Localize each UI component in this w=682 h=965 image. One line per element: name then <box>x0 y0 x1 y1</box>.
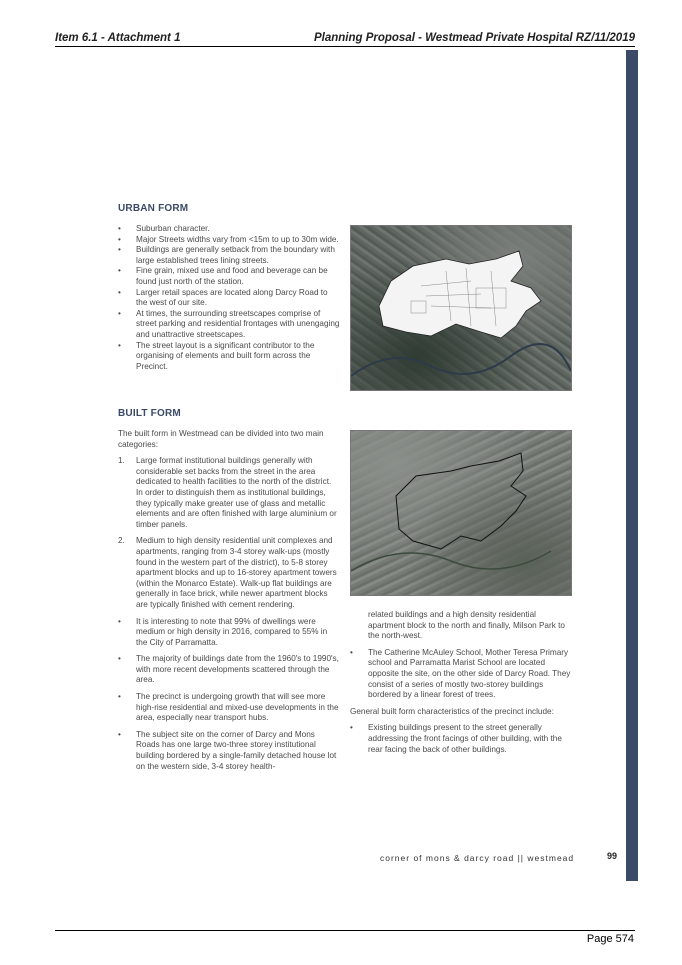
list-item: • Fine grain, mixed use and food and beverage can be found just north of the station. <box>118 266 340 287</box>
list-item: • Larger retail spaces are located along Darcy Road to the west of our site. <box>118 288 340 309</box>
document-tagline: corner of mons & darcy road || westmead <box>380 853 575 863</box>
built-form-intro: The built form in Westmead can be divided into two main categories: <box>118 429 324 449</box>
built-form-heading: BUILT FORM <box>118 408 181 419</box>
general-characteristics-intro: General built form characteristics of the precinct include: <box>350 706 554 716</box>
attachment-label: Item 6.1 - Attachment 1 <box>55 32 181 44</box>
page-label: Page 574 <box>586 933 634 945</box>
numbered-item <box>118 536 340 610</box>
document-page-number: 99 <box>607 851 618 861</box>
list-item: • It is interesting to note that 99% of dwellings were medium or high density in 2016, compared to 55% in the City of Parramatta. <box>118 617 340 649</box>
list-item: • The precinct is undergoing growth that will see more high-rise residential and mixed-use developments in the area, especially near transport hubs. <box>118 692 340 724</box>
accent-sidebar-bar <box>626 50 638 881</box>
site-outline-shape <box>379 251 541 338</box>
urban-form-bullets <box>118 224 340 372</box>
list-item: • Existing buildings present to the street generally addressing the front facings of other building, with the rear facing the back of other buildings. <box>350 723 572 755</box>
list-item: • At times, the surrounding streetscapes comprise of street parking and residential frontages with unengaging and unattractive streetscapes. <box>118 309 340 341</box>
built-form-bullets <box>118 617 340 773</box>
footer-rule <box>55 930 635 931</box>
item-number: 1. <box>118 456 125 466</box>
urban-form-heading: URBAN FORM <box>118 203 189 214</box>
list-item: • The Catherine McAuley School, Mother Teresa Primary school and Parramatta Marist School are located opposite the site, on the other side of Darcy Road. They consist of a series of mostly two-storey buildings bordered by a linear forest of trees. <box>350 648 572 701</box>
urban-form-list-column <box>118 224 340 372</box>
numbered-item <box>118 456 340 530</box>
list-item: • Major Streets widths vary from <15m to up to 30m wide. <box>118 235 340 246</box>
item-text: Medium to high density residential unit complexes and apartments, ranging from 3-4 storey walk-ups (mostly found in the western part of the district), to 5-8 storey apartment blocks and up to 16-storey apartment towers (within the Monarco Estate). Walk-up flat buildings are generally in face brick, while newer apartment blocks are typically finished with cement rendering. <box>136 536 337 609</box>
document-header <box>55 30 635 47</box>
built-form-right-column <box>350 610 572 761</box>
built-form-aerial-map <box>350 430 572 596</box>
list-item: • The subject site on the corner of Darcy and Mons Roads has one large two-three storey institutional building bordered by a single-family detached house lot on the western side, 3-4 storey health- <box>118 730 340 772</box>
list-item: • Suburban character. <box>118 224 340 235</box>
built-form-left-column <box>118 429 340 778</box>
built-form-numbered-list <box>118 456 340 610</box>
site-boundary-shape <box>396 453 526 549</box>
item-text: Large format institutional buildings generally with considerable set backs from the street in the area dedicated to health facilities to the north of the district. In order to distinguish them as institutional buildings, they typically make greater use of glass and metallic elements and are often finished with large aluminium or timber panels. <box>136 456 337 529</box>
school-bullets <box>350 648 572 701</box>
urban-form-aerial-map <box>350 225 572 391</box>
list-item: • Buildings are generally setback from the boundary with large established trees lining streets. <box>118 245 340 266</box>
general-characteristics-bullets <box>350 723 572 755</box>
list-item: • The majority of buildings date from the 1960's to 1990's, with more recent developments scattered through the area. <box>118 654 340 686</box>
built-form-continuation: related buildings and a high density residential apartment block to the north and finally, Milson Park to the north-west. <box>368 610 565 641</box>
document-title: Planning Proposal - Westmead Private Hospital RZ/11/2019 <box>313 32 635 44</box>
item-number: 2. <box>118 536 125 546</box>
list-item: • The street layout is a significant contributor to the organising of elements and built form across the Precinct. <box>118 341 340 373</box>
